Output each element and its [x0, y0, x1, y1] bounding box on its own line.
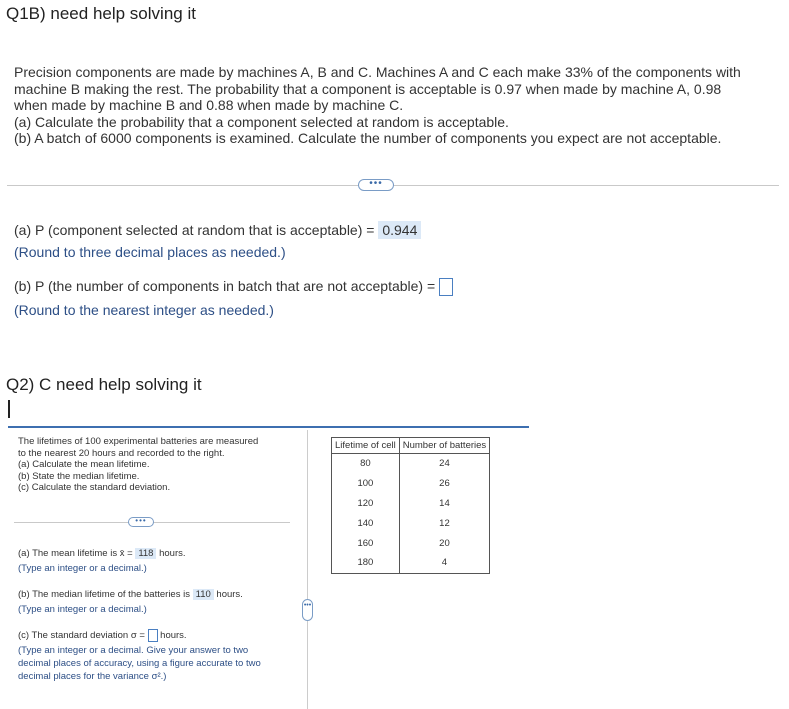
lifetime-cell: 120	[332, 494, 400, 514]
table-row	[332, 454, 490, 474]
q2-answer-c-hint	[18, 644, 261, 683]
question-1-problem	[14, 64, 782, 147]
count-cell: 12	[399, 513, 489, 533]
q2-answer-a-prefix: (a) The mean lifetime is	[18, 548, 120, 559]
count-cell: 4	[399, 553, 489, 573]
q1-answer-b-label: (b) P (the number of components in batch that are not acceptable) =	[14, 278, 440, 294]
q1-answer-b-input[interactable]	[439, 278, 453, 296]
q2-answer-b	[18, 589, 243, 601]
count-cell: 20	[399, 533, 489, 553]
x-bar-symbol: x̄ =	[119, 548, 136, 559]
problem-line: machine B making the rest. The probability that a component is acceptable is 0.97 when made by machine A, 0.98	[14, 80, 722, 97]
q2-answer-a-hint: (Type an integer or a decimal.)	[18, 563, 147, 574]
q2-header-rule	[8, 426, 529, 428]
question-2-problem	[18, 436, 258, 494]
q2-answer-c	[18, 629, 187, 642]
problem-line: (b) State the median lifetime.	[18, 470, 140, 482]
q2-answer-a-value[interactable]: 118	[135, 548, 156, 559]
lifetime-cell: 100	[332, 474, 400, 494]
q1-answer-b	[14, 278, 453, 296]
q2-answer-c-prefix: (c) The standard deviation σ =	[18, 630, 148, 642]
table-header-lifetime: Lifetime of cell	[332, 438, 400, 454]
lifetime-cell: 140	[332, 513, 400, 533]
problem-line: The lifetimes of 100 experimental batteries are measured	[18, 436, 259, 447]
table-row	[332, 474, 490, 494]
count-cell: 26	[399, 474, 489, 494]
q2-answer-b-prefix: (b) The median lifetime of the batteries is	[18, 589, 193, 600]
expand-ellipsis-button[interactable]: •••	[128, 517, 154, 527]
q1-answer-b-hint: (Round to the nearest integer as needed.)	[14, 302, 274, 318]
problem-line: (a) Calculate the probability that a component selected at random is acceptable.	[14, 113, 509, 130]
q1-answer-a-value[interactable]: 0.944	[378, 221, 421, 239]
count-cell: 24	[399, 454, 489, 474]
q1-answer-a-label: (a) P (component selected at random that is acceptable) =	[14, 222, 379, 238]
lifetime-cell: 180	[332, 553, 400, 573]
panel-divider	[307, 430, 308, 709]
table-row	[332, 553, 490, 573]
table-header-count: Number of batteries	[399, 438, 489, 454]
q2-answer-c-suffix: hours.	[157, 630, 187, 642]
side-panel-toggle[interactable]: •••	[302, 599, 313, 621]
problem-line: Precision components are made by machines A, B and C. Machines A and C each make 33% of the components with	[14, 64, 741, 80]
table-row	[332, 494, 490, 514]
lifetime-cell: 160	[332, 533, 400, 553]
expand-ellipsis-button[interactable]: •••	[358, 179, 394, 191]
problem-line: when made by machine B and 0.88 when made by machine C.	[14, 97, 404, 113]
problem-line: to the nearest 20 hours and recorded to the right.	[18, 447, 225, 459]
battery-lifetime-table	[331, 437, 490, 574]
hint-line: decimal places of accuracy, using a figure accurate to two	[18, 658, 261, 669]
q2-answer-b-hint: (Type an integer or a decimal.)	[18, 604, 147, 615]
table-row	[332, 513, 490, 533]
problem-line: (b) A batch of 6000 components is examined. Calculate the number of components you expect are not acceptable.	[14, 130, 722, 146]
question-1-title: Q1B) need help solving it	[6, 4, 196, 23]
q2-answer-a	[18, 548, 186, 560]
q2-answer-b-value[interactable]: 110	[193, 589, 214, 600]
q2-answer-a-suffix: hours.	[156, 548, 186, 559]
question-2-title: Q2) C need help solving it	[6, 375, 202, 394]
text-cursor	[8, 400, 10, 418]
problem-line: (c) Calculate the standard deviation.	[18, 482, 171, 493]
q2-answer-b-suffix: hours.	[213, 589, 243, 600]
q1-answer-a-hint: (Round to three decimal places as needed.)	[14, 244, 286, 260]
problem-line: (a) Calculate the mean lifetime.	[18, 459, 150, 470]
lifetime-cell: 80	[332, 454, 400, 474]
q2-answer-c-input[interactable]	[148, 629, 158, 642]
table-row	[332, 533, 490, 553]
hint-line: decimal places for the variance σ².)	[18, 671, 167, 682]
q1-answer-a	[14, 222, 421, 238]
count-cell: 14	[399, 494, 489, 514]
hint-line: (Type an integer or a decimal. Give your answer to two	[18, 645, 249, 656]
